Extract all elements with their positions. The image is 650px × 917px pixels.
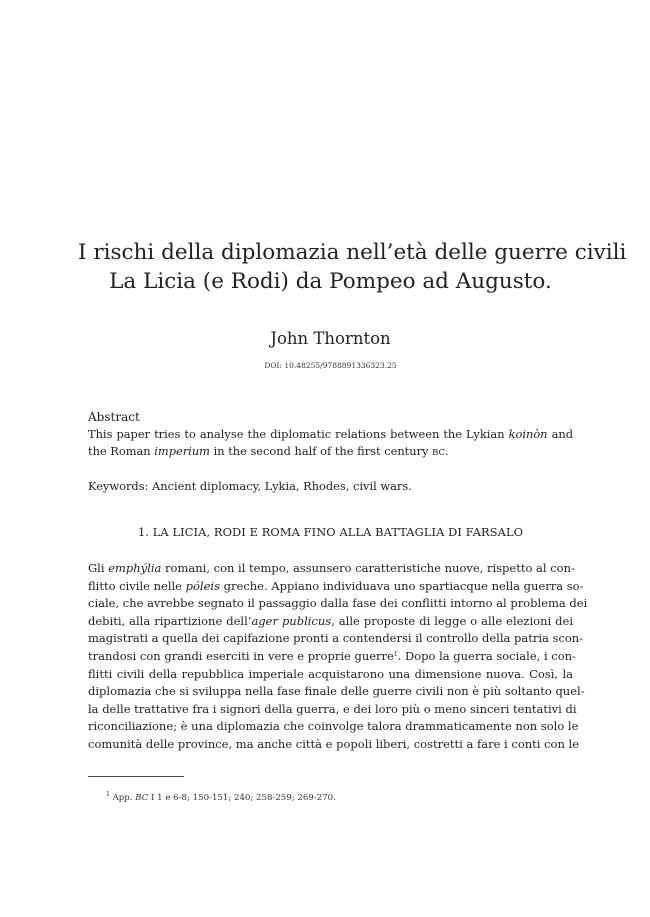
footnote-divider — [88, 776, 184, 777]
abstract-text: This paper tries to analyse the diplomatic relations between the Lykian koinòn and the Roman imperium in the second half of the first century BC. — [88, 427, 573, 458]
author-name: John Thornton — [270, 329, 391, 348]
body-line: ciale, che avrebbe segnato il passaggio dalla fase dei conflitti intorno al problema dei — [88, 596, 588, 611]
body-line: flitto civile nelle póleis greche. Appiano individuava uno spartiacque nella guerra so- — [88, 578, 584, 593]
footnote-number: 1 — [106, 791, 110, 798]
body-line: trandosi con grandi eserciti in vere e proprie guerre$^1$. Dopo la guerra sociale, i con- — [88, 648, 576, 663]
footnote-ref[interactable]: 1 — [393, 650, 398, 658]
page — [78, 0, 627, 917]
body-line: flitti civili della repubblica imperiale acquistarono una dimensione nuova. Così, la — [88, 666, 573, 681]
keywords-line: Keywords: Ancient diplomacy, Lykia, Rhodes, civil wars. — [88, 479, 412, 493]
body-paragraph — [88, 560, 588, 754]
bc-smallcaps: BC — [432, 448, 445, 458]
term-imperium: imperium — [154, 444, 210, 458]
title-line-1: I rischi della diplomazia nell’età delle guerre civili — [78, 240, 627, 265]
paper-title — [78, 238, 627, 296]
body-line: Gli emphýlia romani, con il tempo, assunsero caratteristiche nuove, rispetto al con- — [88, 561, 575, 575]
title-line-2: La Licia (e Rodi) da Pompeo ad Augusto. — [109, 269, 552, 294]
body-line: diplomazia che si sviluppa nella fase finale delle guerre civili non è più soltanto quel- — [88, 684, 585, 699]
section-heading: 1. LA LICIA, RODI E ROMA FINO ALLA BATTAGLIA DI FARSALO — [137, 525, 524, 539]
abstract-heading: Abstract — [88, 410, 140, 424]
doi-link[interactable]: DOI: 10.48255/9788891336323.25 — [264, 361, 397, 370]
body-line: riconciliazione; è una diplomazia che coinvolge talora drammaticamente non solo le — [88, 719, 579, 734]
footnote: $^1$ App. BC I 1 e 6-8; 150-151; 240; 258-259; 269-270. — [106, 791, 336, 803]
body-line: la delle trattative fra i signori della guerra, e dei loro più o meno sinceri tentativi di — [88, 701, 577, 716]
body-line: debiti, alla ripartizione dell’ager publicus, alle proposte di legge o alle elezioni dei — [88, 613, 574, 628]
term-koinon: koinòn — [508, 427, 548, 441]
body-line: magistrati a quella dei capifazione pronti a contendersi il controllo della patria scon- — [88, 631, 584, 646]
body-line: comunità delle province, ma anche città e popoli liberi, costretti a fare i conti con le — [88, 736, 580, 751]
